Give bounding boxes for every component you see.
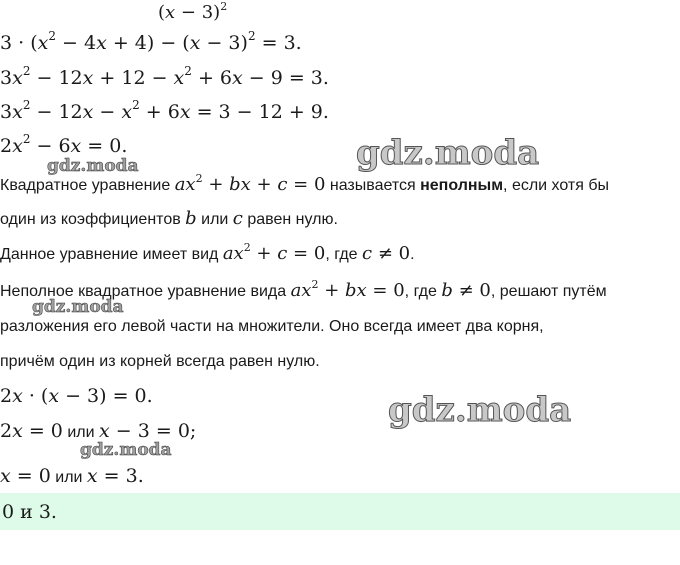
theory-line-4: Неполное квадратное уравнение вида $ax^2$ + bx = 0, где b ≠ 0, решают путём <box>0 278 607 301</box>
equation-3: $3x^2 - 12x - x^2 + 6x = 3 - 12 + 9$. <box>0 98 329 123</box>
watermark-big: gdz.moda <box>356 133 540 173</box>
equation-4: $2x^2 - 6x = 0$. <box>0 132 128 157</box>
answer-box <box>0 493 680 530</box>
theory-line-3: Данное уравнение имеет вид $ax^2 + c = 0$, где c ≠ 0. <box>0 241 415 264</box>
theory-line-1: Квадратное уравнение $ax^2$ + bx + c = 0 называется неполным, если хотя бы <box>0 172 610 195</box>
cut-off-previous-line <box>0 0 680 24</box>
watermark-big: gdz.moda <box>388 390 572 430</box>
equation-5: 2x · (x − 3) = 0. <box>0 385 153 407</box>
theory-line-5: разложения его левой части на множители. Оно всегда имеет два корня, <box>0 318 544 335</box>
equation-6: 2x = 0 или x − 3 = 0; <box>0 420 197 442</box>
term-incomplete: неполным <box>420 177 504 194</box>
fraction-numerator: $(x - 3)^2$ <box>158 0 228 23</box>
equation-2: $3x^2 - 12x + 12 - x^2 + 6x - 9 = 3$. <box>0 64 329 89</box>
watermark-small: gdz.moda <box>32 297 124 317</box>
theory-line-2: один из коэффициентов b или c равен нулю. <box>0 208 338 229</box>
answer-text: 0 и 3. <box>2 501 57 523</box>
watermark-small: gdz.moda <box>47 156 139 176</box>
equation-1: $3 \cdot (x^2 - 4x + 4) - (x - 3)^2 = 3$. <box>0 29 302 54</box>
equation-7: x = 0 или x = 3. <box>0 465 144 487</box>
watermark-small: gdz.moda <box>80 440 172 460</box>
theory-line-6: причём один из корней всегда равен нулю. <box>0 353 320 370</box>
